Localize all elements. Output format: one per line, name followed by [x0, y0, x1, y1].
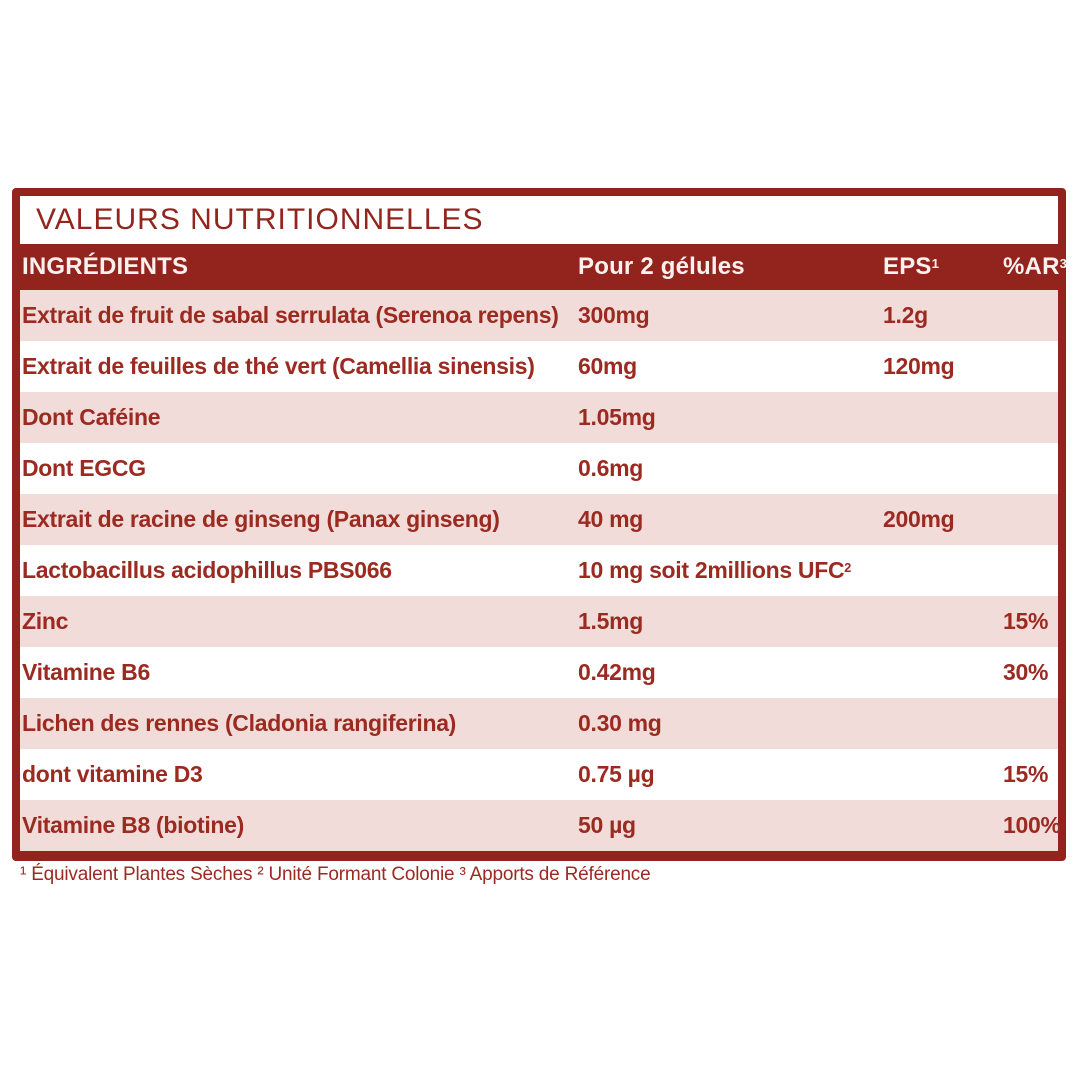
nutrition-table [12, 188, 1066, 861]
cell-per2: 0.42mg [578, 659, 656, 685]
cell-ingredient: Lichen des rennes (Cladonia rangiferina) [22, 710, 457, 736]
cell-ingredient: Vitamine B8 (biotine) [22, 812, 245, 838]
cell-per2: 0.30 mg [578, 710, 662, 736]
cell-eps: 120mg [883, 353, 955, 379]
cell-per2: 0.75 µg [578, 761, 655, 787]
cell-per2: 300mg [578, 302, 650, 328]
footnote: ¹ Équivalent Plantes Sèches ² Unité Formant Colonie ³ Apports de Référence [20, 864, 651, 885]
cell-ingredient: Dont EGCG [22, 455, 146, 481]
table-header-row [20, 244, 1068, 290]
table-row [20, 341, 1058, 392]
cell-ar: 30% [1003, 659, 1049, 685]
cell-per2: 1.5mg [578, 608, 643, 634]
table-row [20, 800, 1061, 851]
table-row [20, 545, 1058, 596]
cell-ar: 100% [1003, 812, 1061, 838]
cell-per2: 1.05mg [578, 404, 656, 430]
table-title: VALEURS NUTRITIONNELLES [36, 203, 484, 236]
cell-ingredient: Zinc [22, 608, 69, 634]
table-row [20, 494, 1058, 545]
cell-ingredient: dont vitamine D3 [22, 761, 203, 787]
cell-ingredient: Vitamine B6 [22, 659, 150, 685]
cell-per2: 40 mg [578, 506, 643, 532]
header-ingredients: INGRÉDIENTS [22, 253, 189, 280]
cell-per2-footnote-marker: 2 [844, 561, 852, 576]
cell-eps: 200mg [883, 506, 955, 532]
table-row [20, 290, 1058, 341]
cell-per2: 0.6mg [578, 455, 643, 481]
table-row [20, 596, 1058, 647]
cell-per2: 50 µg [578, 812, 636, 838]
header-per-2-gelules: Pour 2 gélules [578, 253, 745, 280]
header-eps-footnote-marker: 1 [931, 256, 940, 272]
table-row [20, 647, 1058, 698]
table-title-row [20, 196, 1058, 244]
table-body [20, 290, 1061, 851]
cell-ar: 15% [1003, 608, 1049, 634]
header-ar [1003, 253, 1080, 281]
cell-per2 [578, 557, 883, 584]
header-ar-footnote-marker: 3 [1059, 256, 1068, 272]
cell-per2-label: 10 mg soit 2millions UFC [578, 557, 845, 583]
cell-ingredient: Extrait de fruit de sabal serrulata (Serenoa repens) [22, 302, 559, 328]
cell-ingredient: Extrait de racine de ginseng (Panax ginseng) [22, 506, 500, 532]
cell-eps: 1.2g [883, 302, 928, 328]
table-row [20, 698, 1058, 749]
header-ar-label: %AR [1003, 253, 1060, 280]
cell-ingredient: Lactobacillus acidophillus PBS066 [22, 557, 392, 583]
table-row [20, 749, 1058, 800]
cell-per2: 60mg [578, 353, 637, 379]
table-row [20, 392, 1058, 443]
header-eps [883, 253, 1003, 281]
cell-ingredient: Dont Caféine [22, 404, 161, 430]
cell-ar: 15% [1003, 761, 1049, 787]
header-eps-label: EPS [883, 253, 932, 280]
cell-ingredient: Extrait de feuilles de thé vert (Camellia sinensis) [22, 353, 535, 379]
table-row [20, 443, 1058, 494]
